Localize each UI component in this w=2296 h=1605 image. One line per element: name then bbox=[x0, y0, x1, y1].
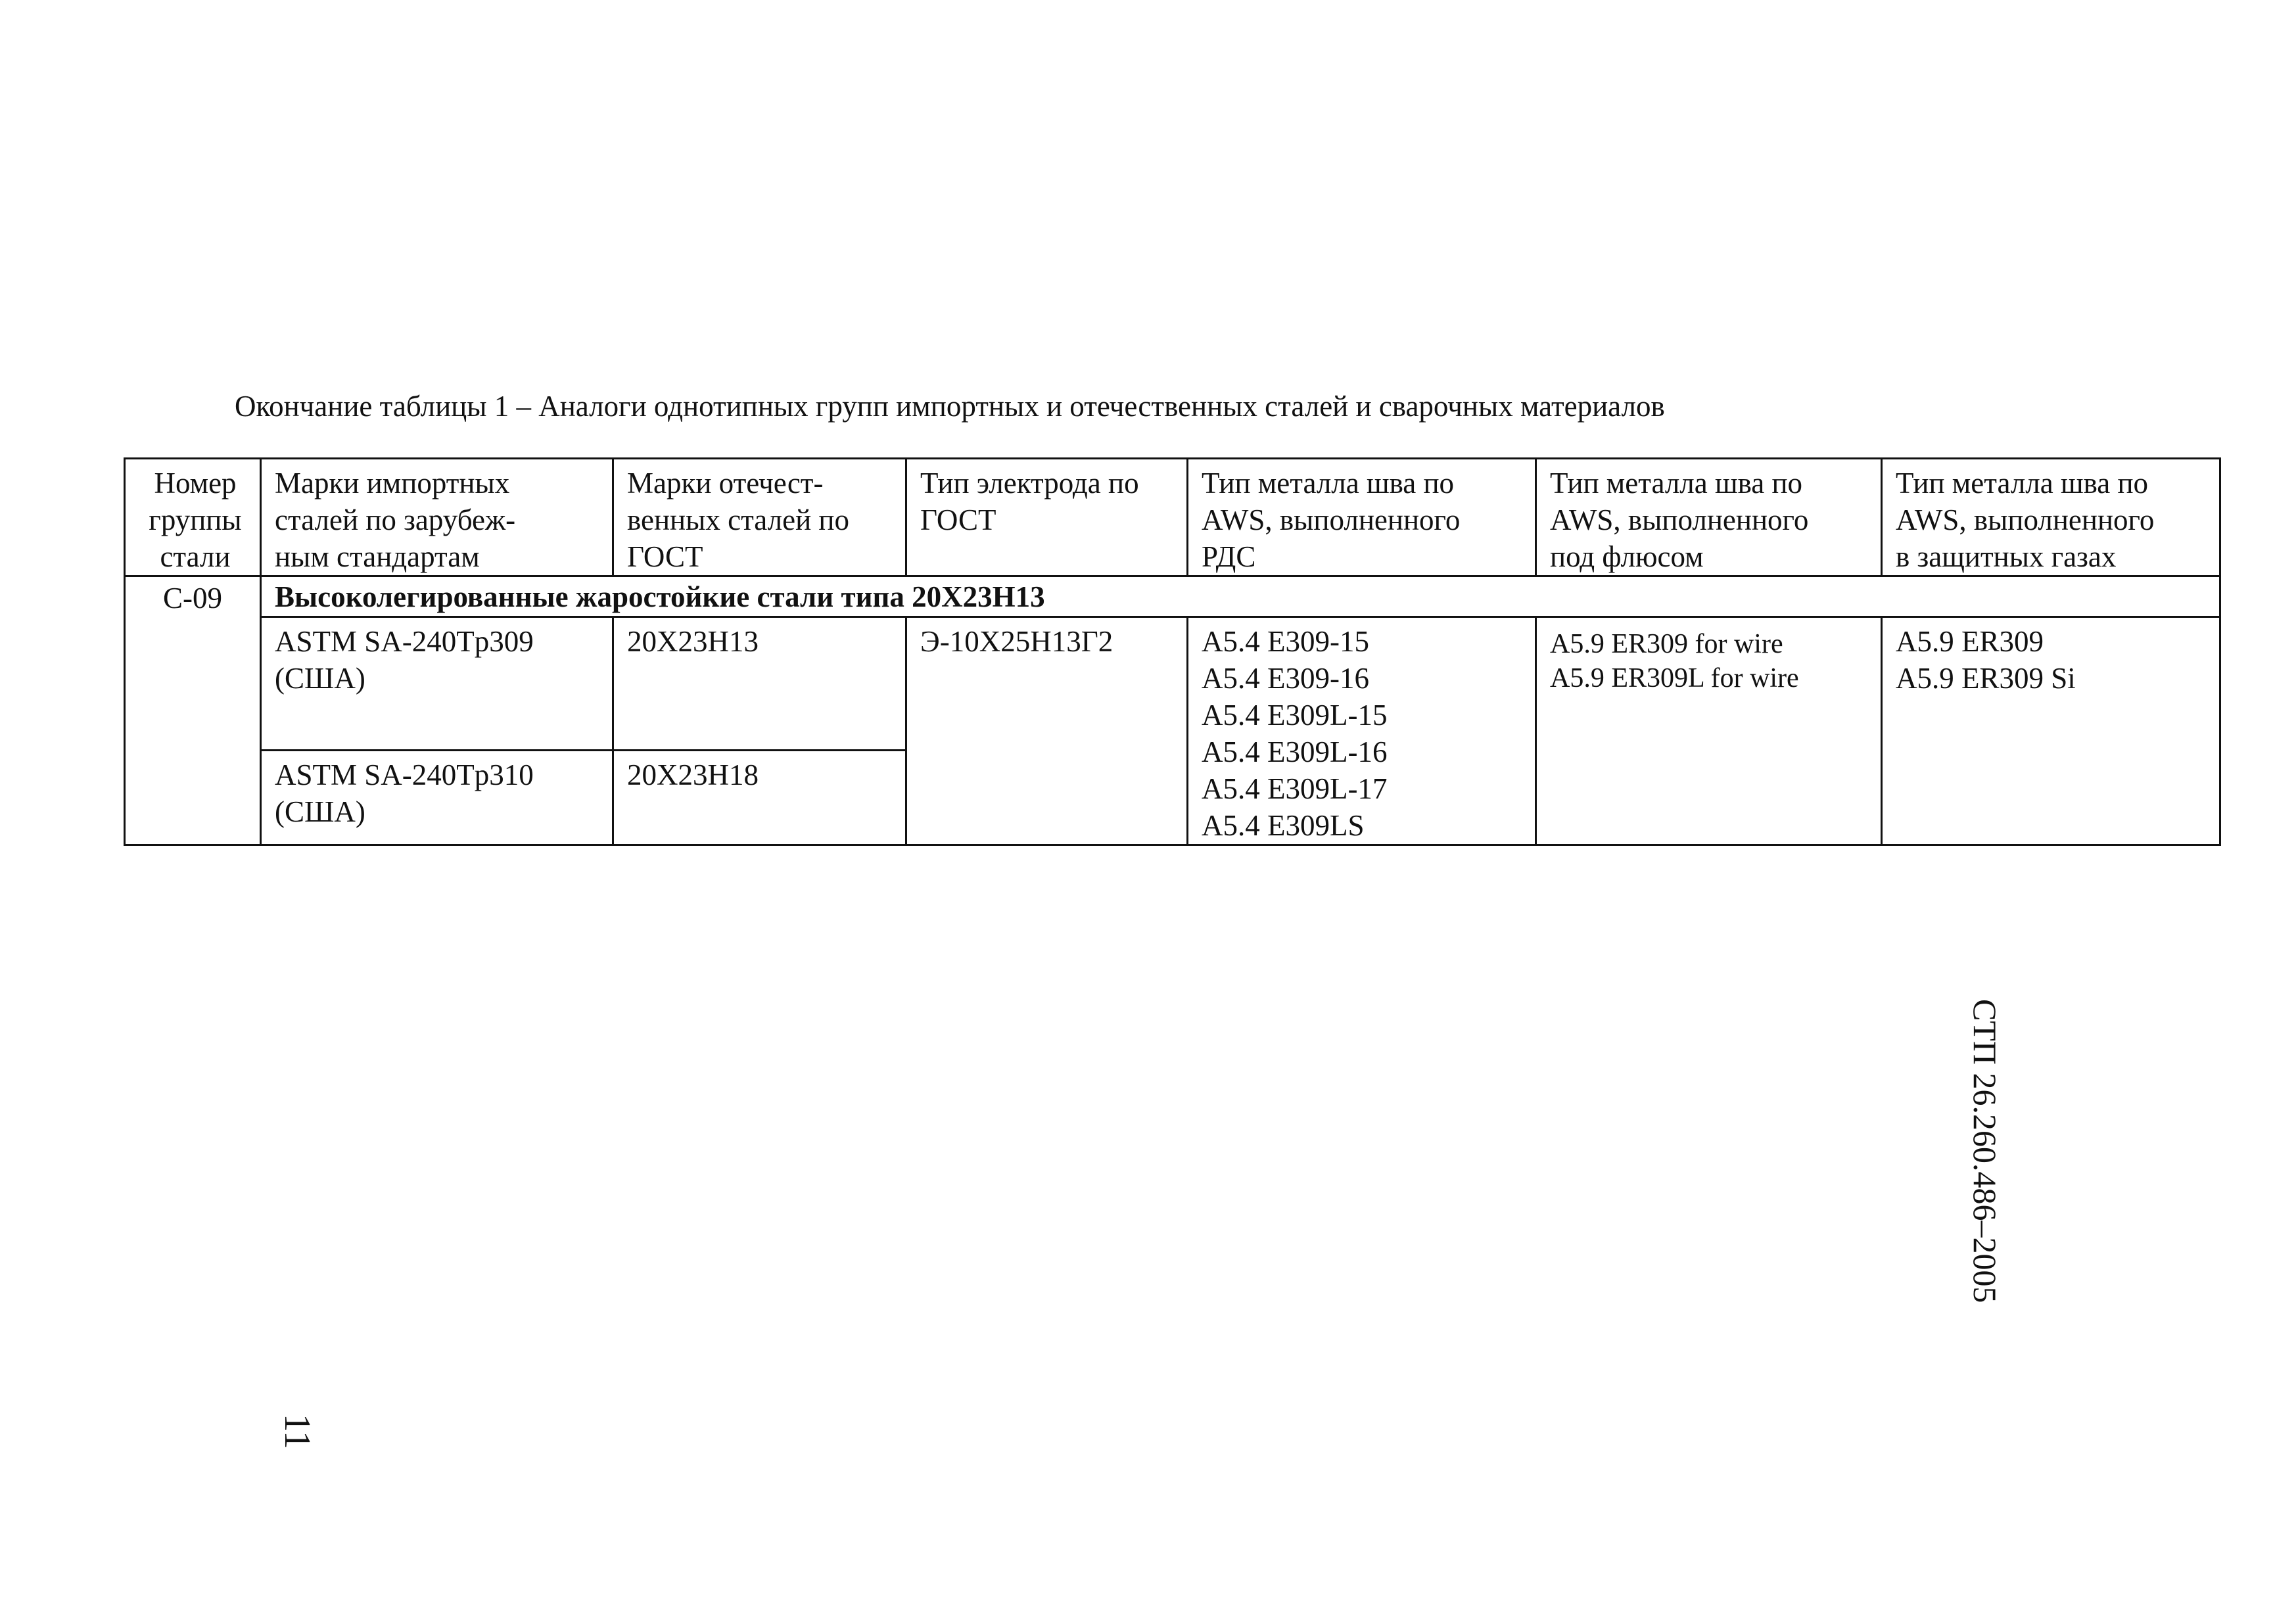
domestic-steel-cell: 20Х23Н18 bbox=[613, 751, 906, 845]
section-row bbox=[125, 576, 2220, 617]
header-aws-gas: Тип металла шва по AWS, выполненного в защитных газах bbox=[1882, 459, 2220, 576]
document-code: СТП 26.260.486–2005 bbox=[1967, 999, 2003, 1303]
table-row bbox=[125, 617, 2220, 751]
aws-rds-cell: A5.4 E309-15 A5.4 E309-16 A5.4 E309L-15 A5.4 E309L-16 A5.4 E309L-17 A5.4 E309LS bbox=[1188, 617, 1536, 845]
section-title: Высоколегированные жаростойкие стали типа 20Х23Н13 bbox=[261, 576, 2220, 617]
aws-flux-cell: A5.9 ER309 for wire A5.9 ER309L for wire bbox=[1536, 617, 1882, 845]
electrode-type-cell: Э-10Х25Н13Г2 bbox=[906, 617, 1188, 845]
domestic-steel-cell: 20Х23Н13 bbox=[613, 617, 906, 751]
header-electrode-type: Тип электрода по ГОСТ bbox=[906, 459, 1188, 576]
header-import-steels: Марки импортных сталей по зарубеж- ным стандартам bbox=[261, 459, 613, 576]
header-domestic-steels: Марки отечест- венных сталей по ГОСТ bbox=[613, 459, 906, 576]
header-aws-rds: Тип металла шва по AWS, выполненного РДС bbox=[1188, 459, 1536, 576]
import-steel-cell: ASTM SA-240Tp309 (США) bbox=[261, 617, 613, 751]
group-number: С-09 bbox=[125, 576, 261, 845]
header-aws-flux: Тип металла шва по AWS, выполненного под флюсом bbox=[1536, 459, 1882, 576]
import-steel-cell: ASTM SA-240Tp310 (США) bbox=[261, 751, 613, 845]
page-number: 11 bbox=[277, 1414, 317, 1449]
table-caption: Окончание таблицы 1 – Аналоги однотипных групп импортных и отечественных сталей и сварочных материалов bbox=[235, 390, 1665, 423]
aws-gas-cell: A5.9 ER309 A5.9 ER309 Si bbox=[1882, 617, 2220, 845]
steel-analogs-table bbox=[124, 457, 2221, 846]
header-row bbox=[125, 459, 2220, 576]
header-group-number: Номер группы стали bbox=[125, 459, 261, 576]
